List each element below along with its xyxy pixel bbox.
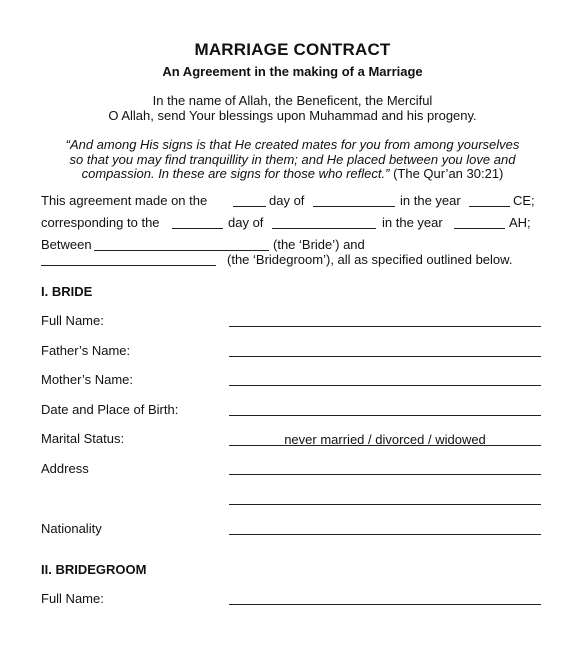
agreement-line2-label: corresponding to the — [41, 215, 160, 230]
bride-father-label: Father’s Name: — [41, 343, 131, 358]
bride-mother-field[interactable] — [229, 385, 541, 386]
bride-father-field[interactable] — [229, 356, 541, 357]
agreement-bride-tag: (the ‘Bride’) and — [273, 237, 365, 252]
bridegroom-name-blank[interactable] — [41, 265, 216, 266]
bride-dob-field[interactable] — [229, 415, 541, 416]
agreement-line2-ah: AH; — [509, 215, 531, 230]
bride-nationality-label: Nationality — [41, 521, 102, 536]
bride-dob-label: Date and Place of Birth: — [41, 402, 179, 417]
bridegroom-full-name-field[interactable] — [229, 604, 541, 605]
agreement-line1-year: in the year — [400, 193, 461, 208]
document-subtitle: An Agreement in the making of a Marriage — [162, 64, 423, 79]
verse-reference: (The Qur’an 30:21) — [393, 166, 504, 181]
agreement-line1-ce: CE; — [513, 193, 535, 208]
invocation-line-2: O Allah, send Your blessings upon Muhammad and his progeny. — [108, 108, 477, 123]
bride-section-heading: I. BRIDE — [41, 284, 93, 299]
year-blank-ce[interactable] — [469, 206, 510, 207]
agreement-line2-year: in the year — [382, 215, 443, 230]
year-blank-ah[interactable] — [454, 228, 505, 229]
agreement-between-label: Between — [41, 237, 92, 252]
verse-line-3-text: compassion. In these are signs for those who reflect.” — [81, 166, 390, 181]
day-blank-ah[interactable] — [172, 228, 223, 229]
bride-full-name-label: Full Name: — [41, 313, 104, 328]
verse-line-2: so that you may find tranquillity in them; and He placed between you love and — [69, 152, 516, 167]
bride-full-name-field[interactable] — [229, 326, 541, 327]
month-blank-ce[interactable] — [313, 206, 395, 207]
bridegroom-full-name-label: Full Name: — [41, 591, 104, 606]
invocation-line-1: In the name of Allah, the Beneficent, the Merciful — [152, 93, 433, 108]
verse-line-1: “And among His signs is that He created mates for you from among yourselves — [65, 137, 520, 152]
bride-address-label: Address — [41, 461, 89, 476]
agreement-line1-label: This agreement made on the — [41, 193, 208, 208]
agreement-line1-dayof: day of — [269, 193, 305, 208]
bride-marital-label: Marital Status: — [41, 431, 125, 446]
verse-line-3 — [0, 166, 585, 181]
agreement-line2-dayof: day of — [228, 215, 264, 230]
bridegroom-section-heading: II. BRIDEGROOM — [41, 562, 147, 577]
bride-mother-label: Mother’s Name: — [41, 372, 133, 387]
bride-address-field-2[interactable] — [229, 504, 541, 505]
day-blank-ce[interactable] — [233, 206, 266, 207]
bride-address-field-1[interactable] — [229, 474, 541, 475]
document-title: MARRIAGE CONTRACT — [194, 40, 391, 59]
agreement-bridegroom-tag: (the ‘Bridegroom’), all as specified outlined below. — [227, 252, 513, 267]
bride-marital-field[interactable] — [229, 445, 541, 446]
bride-marital-options[interactable]: never married / divorced / widowed — [284, 432, 486, 447]
bride-name-blank[interactable] — [94, 250, 269, 251]
bride-nationality-field[interactable] — [229, 534, 541, 535]
month-blank-ah[interactable] — [272, 228, 376, 229]
